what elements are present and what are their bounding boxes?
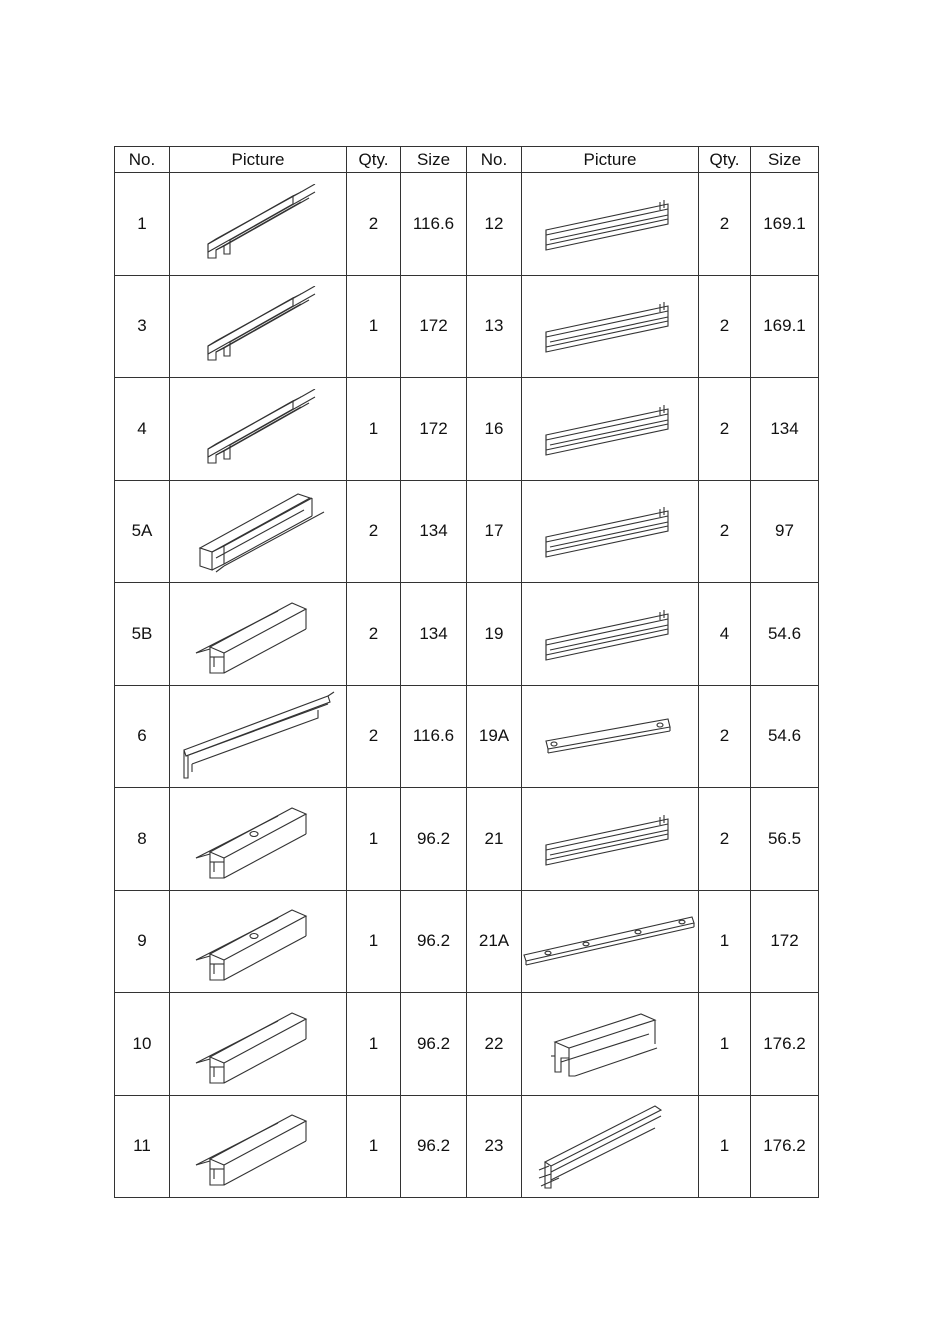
part-size: 169.1 (751, 275, 819, 378)
header-picture: Picture (170, 147, 347, 173)
box-channel-hole-profile-icon (170, 896, 346, 986)
part-picture (522, 583, 699, 686)
part-picture (522, 890, 699, 993)
box-channel-flange-profile-icon (170, 486, 346, 576)
part-number: 19 (467, 583, 522, 686)
header-picture: Picture (522, 147, 699, 173)
part-size: 169.1 (751, 173, 819, 276)
u-channel-profile-icon (170, 389, 346, 469)
part-number: 23 (467, 1095, 522, 1198)
part-number: 21 (467, 788, 522, 891)
part-size: 116.6 (401, 173, 467, 276)
part-picture (170, 890, 347, 993)
part-quantity: 2 (699, 788, 751, 891)
part-quantity: 1 (699, 1095, 751, 1198)
part-number: 13 (467, 275, 522, 378)
table-row (115, 275, 819, 378)
part-picture (170, 685, 347, 788)
box-channel-profile-icon (170, 589, 346, 679)
part-size: 96.2 (401, 993, 467, 1096)
part-picture (170, 583, 347, 686)
box-channel-profile-icon (170, 1101, 346, 1191)
part-picture (522, 275, 699, 378)
part-size: 176.2 (751, 993, 819, 1096)
part-picture (170, 788, 347, 891)
part-picture (170, 275, 347, 378)
part-picture (522, 480, 699, 583)
table-row (115, 993, 819, 1096)
header-size: Size (401, 147, 467, 173)
box-channel-profile-icon (170, 999, 346, 1089)
table-header-row (115, 147, 819, 173)
part-quantity: 2 (699, 378, 751, 481)
part-picture (522, 1095, 699, 1198)
box-channel-hole-profile-icon (170, 794, 346, 884)
part-number: 16 (467, 378, 522, 481)
flat-track-profile-icon (522, 194, 698, 254)
part-picture (170, 378, 347, 481)
part-picture (522, 173, 699, 276)
part-quantity: 2 (699, 685, 751, 788)
part-size: 134 (401, 583, 467, 686)
part-size: 54.6 (751, 685, 819, 788)
header-qty: Qty. (699, 147, 751, 173)
part-picture (522, 685, 699, 788)
header-no: No. (115, 147, 170, 173)
part-number: 12 (467, 173, 522, 276)
part-quantity: 4 (699, 583, 751, 686)
part-number: 5A (115, 480, 170, 583)
part-number: 1 (115, 173, 170, 276)
part-picture (170, 993, 347, 1096)
part-picture (522, 993, 699, 1096)
part-size: 56.5 (751, 788, 819, 891)
table-row (115, 583, 819, 686)
flat-track-profile-icon (522, 809, 698, 869)
part-number: 4 (115, 378, 170, 481)
part-size: 97 (751, 480, 819, 583)
part-quantity: 1 (347, 378, 401, 481)
header-size: Size (751, 147, 819, 173)
flat-bar-two-holes-icon (522, 711, 698, 761)
part-quantity: 2 (347, 480, 401, 583)
part-picture (170, 1095, 347, 1198)
part-size: 172 (401, 275, 467, 378)
part-picture (170, 480, 347, 583)
part-quantity: 2 (347, 173, 401, 276)
part-size: 116.6 (401, 685, 467, 788)
part-size: 134 (401, 480, 467, 583)
table-row (115, 890, 819, 993)
part-size: 54.6 (751, 583, 819, 686)
part-size: 172 (751, 890, 819, 993)
part-quantity: 1 (699, 890, 751, 993)
part-number: 10 (115, 993, 170, 1096)
table-row (115, 480, 819, 583)
part-picture (170, 173, 347, 276)
table-row (115, 378, 819, 481)
table-row (115, 685, 819, 788)
header-no: No. (467, 147, 522, 173)
part-quantity: 2 (699, 173, 751, 276)
part-size: 134 (751, 378, 819, 481)
part-quantity: 1 (699, 993, 751, 1096)
part-quantity: 2 (347, 583, 401, 686)
part-quantity: 1 (347, 890, 401, 993)
part-size: 96.2 (401, 1095, 467, 1198)
part-picture (522, 788, 699, 891)
part-size: 96.2 (401, 890, 467, 993)
u-channel-profile-icon (170, 286, 346, 366)
table-row (115, 173, 819, 276)
part-number: 6 (115, 685, 170, 788)
part-quantity: 1 (347, 788, 401, 891)
part-quantity: 2 (699, 480, 751, 583)
long-angle-profile-icon (522, 1100, 698, 1192)
part-quantity: 2 (347, 685, 401, 788)
flat-track-profile-icon (522, 296, 698, 356)
part-quantity: 2 (699, 275, 751, 378)
part-quantity: 1 (347, 1095, 401, 1198)
h-profile-icon (522, 1004, 698, 1084)
table-row (115, 788, 819, 891)
part-size: 96.2 (401, 788, 467, 891)
flat-track-profile-icon (522, 501, 698, 561)
flat-track-profile-icon (522, 399, 698, 459)
part-number: 11 (115, 1095, 170, 1198)
header-qty: Qty. (347, 147, 401, 173)
part-number: 22 (467, 993, 522, 1096)
table-row (115, 1095, 819, 1198)
part-number: 5B (115, 583, 170, 686)
part-picture (522, 378, 699, 481)
part-number: 8 (115, 788, 170, 891)
part-quantity: 1 (347, 275, 401, 378)
parts-list-table (114, 146, 819, 1198)
part-size: 176.2 (751, 1095, 819, 1198)
part-quantity: 1 (347, 993, 401, 1096)
part-number: 3 (115, 275, 170, 378)
part-number: 21A (467, 890, 522, 993)
part-number: 9 (115, 890, 170, 993)
flat-track-profile-icon (522, 604, 698, 664)
u-channel-profile-icon (170, 184, 346, 264)
part-number: 19A (467, 685, 522, 788)
angle-strip-profile-icon (170, 690, 346, 782)
flat-bar-multi-holes-icon (522, 911, 698, 971)
part-size: 172 (401, 378, 467, 481)
part-number: 17 (467, 480, 522, 583)
